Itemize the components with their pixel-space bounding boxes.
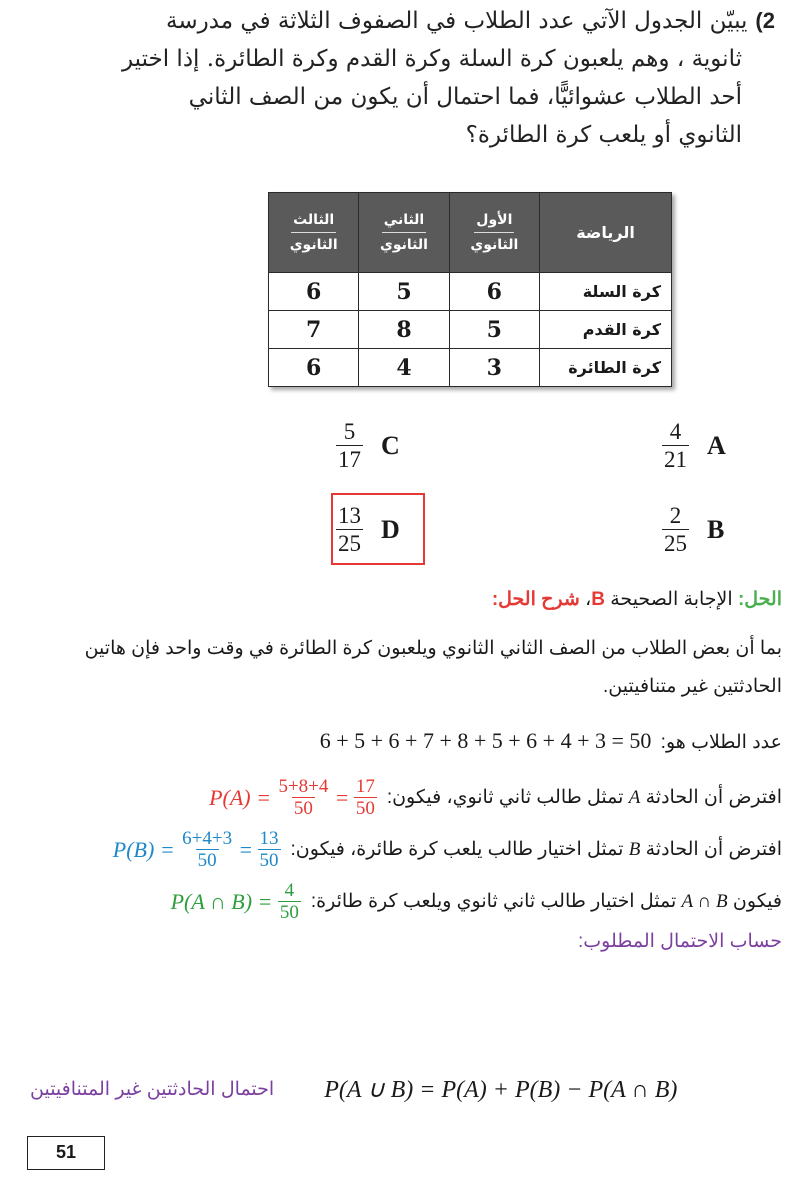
cell-value: 4 — [359, 349, 449, 387]
choice-b-den: 25 — [664, 531, 687, 556]
choice-b-fraction — [662, 502, 689, 557]
choice-a-fraction — [662, 418, 689, 473]
cell-value: 6 — [449, 273, 539, 311]
header-first — [449, 193, 539, 273]
header-second-a: الثاني — [382, 208, 426, 233]
solution-explain-label: شرح الحل: — [491, 589, 580, 610]
choice-a-num: 4 — [669, 419, 682, 444]
choice-d-letter: D — [381, 514, 400, 544]
eq-a-frac2 — [354, 776, 377, 819]
choice-c-letter: C — [381, 430, 400, 460]
header-first-a: الأول — [474, 208, 514, 233]
header-first-b: الثانوي — [470, 237, 519, 253]
solution-header — [492, 583, 782, 617]
event-b-rest: تمثل اختيار طالب يلعب كرة طائرة، فيكون: — [290, 838, 624, 860]
eq-a-den: 50 — [293, 798, 313, 819]
choice-c-den: 17 — [338, 447, 361, 472]
solution-paragraph-line-2: الحادثتين غير متنافيتين. — [603, 676, 782, 697]
choice-c[interactable] — [336, 418, 400, 473]
equation-pb — [113, 828, 281, 871]
eq-b-rden: 50 — [259, 850, 279, 871]
event-ab-rest: تمثل اختيار طالب ثاني ثانوي ويلعب كرة طائرة: — [310, 890, 677, 912]
eq-b-frac2 — [258, 828, 281, 871]
eq-ab-frac — [278, 880, 301, 923]
eq-ab-lhs: P(A ∩ B) = — [170, 888, 273, 914]
event-a-text — [387, 781, 782, 815]
eq-ab-den: 50 — [279, 902, 299, 923]
event-ab-lead: فيكون — [732, 890, 782, 912]
cell-sport: كرة الطائرة — [540, 349, 672, 387]
choice-a-den: 21 — [664, 447, 687, 472]
sports-table — [268, 192, 672, 387]
cell-sport: كرة القدم — [540, 311, 672, 349]
table-header-row — [269, 193, 672, 273]
event-a-rest: تمثل طالب ثاني ثانوي، فيكون: — [386, 786, 624, 808]
header-third-b: الثانوي — [289, 237, 338, 253]
question-line-3: أحد الطلاب عشوائيًّا، فما احتمال أن يكون من الصف الثاني — [188, 84, 742, 110]
header-third-a: الثالث — [291, 208, 336, 233]
event-b-lead: افترض أن الحادثة — [645, 838, 782, 860]
event-ab-line — [171, 880, 782, 923]
header-second-b: الثانوي — [380, 237, 428, 253]
table-row — [269, 349, 672, 387]
choice-c-num: 5 — [343, 419, 356, 444]
table-row — [269, 311, 672, 349]
event-a-line — [209, 776, 782, 819]
event-b-var: B — [628, 838, 641, 860]
cell-value: 7 — [269, 311, 359, 349]
question-line-2: ثانوية ، وهم يلعبون كرة السلة وكرة القدم وكرة الطائرة. إذا اختير — [121, 46, 742, 72]
cell-value: 3 — [449, 349, 539, 387]
choice-d[interactable] — [336, 502, 400, 557]
choice-b-letter: B — [707, 514, 725, 544]
question-line-4: الثانوي أو يلعب كرة الطائرة؟ — [465, 122, 742, 148]
event-a-lead: افترض أن الحادثة — [645, 786, 782, 808]
page-number: 51 — [27, 1136, 105, 1170]
formula-line — [30, 1075, 782, 1104]
cell-value: 5 — [449, 311, 539, 349]
solution-paragraph-line-1: بما أن بعض الطلاب من الصف الثاني الثانوي ويلعبون كرة الطائرة في وقت واحد فإن هاتين — [84, 638, 782, 659]
cell-sport: كرة السلة — [540, 273, 672, 311]
header-second — [359, 193, 449, 273]
eq-a-rnum: 17 — [355, 776, 375, 797]
eq-b-frac1 — [180, 828, 234, 871]
choice-a-letter: A — [707, 430, 726, 460]
solution-label: الحل: — [737, 589, 782, 610]
eq-a-lhs: P(A) = — [209, 784, 271, 810]
formula-note: احتمال الحادثتين غير المتنافيتين — [30, 1079, 275, 1100]
cell-value: 8 — [359, 311, 449, 349]
choice-d-num: 13 — [338, 503, 361, 528]
event-ab-var: A ∩ B — [681, 890, 728, 912]
formula: P(A ∪ B) = P(A) + P(B) − P(A ∩ B) — [324, 1077, 678, 1103]
solution-correct-text: الإجابة الصحيحة — [610, 589, 733, 610]
cell-value: 5 — [359, 273, 449, 311]
choice-a[interactable] — [662, 418, 726, 473]
eq-a-equals: = — [335, 784, 349, 810]
choice-d-den: 25 — [338, 531, 361, 556]
calc-label: حساب الاحتمال المطلوب: — [577, 931, 782, 952]
eq-b-num: 6+4+3 — [182, 828, 233, 849]
eq-b-lhs: P(B) = — [112, 836, 175, 862]
count-label: عدد الطلاب هو: — [660, 732, 782, 753]
eq-b-rnum: 13 — [259, 828, 279, 849]
question-line-1 — [166, 2, 775, 40]
choice-c-fraction — [336, 418, 363, 473]
cell-value: 6 — [269, 273, 359, 311]
header-sport: الرياضة — [540, 193, 672, 273]
eq-b-equals: = — [239, 836, 253, 862]
event-a-var: A — [628, 786, 641, 808]
eq-b-den: 50 — [197, 850, 217, 871]
solution-correct-letter: B — [591, 589, 605, 610]
table-row — [269, 273, 672, 311]
cell-value: 6 — [269, 349, 359, 387]
eq-a-num: 5+8+4 — [278, 776, 329, 797]
equation-pab — [171, 880, 301, 923]
question-text-1: يبيّن الجدول الآتي عدد الطلاب في الصفوف الثلاثة في مدرسة — [166, 8, 748, 34]
event-b-line — [113, 828, 782, 871]
event-b-text — [291, 833, 782, 867]
equation-pa — [209, 776, 377, 819]
header-third — [269, 193, 359, 273]
question-number: 2) — [755, 8, 775, 33]
choice-b-num: 2 — [669, 503, 682, 528]
solution-comma: ، — [585, 589, 592, 610]
count-expression: 6 + 5 + 6 + 7 + 8 + 5 + 6 + 4 + 3 = 50 — [319, 728, 652, 753]
choice-b[interactable] — [662, 502, 724, 557]
count-line — [320, 724, 782, 760]
eq-a-rden: 50 — [355, 798, 375, 819]
choice-d-fraction — [336, 502, 363, 557]
eq-ab-num: 4 — [284, 880, 295, 901]
event-ab-text — [311, 885, 782, 919]
eq-a-frac1 — [276, 776, 330, 819]
